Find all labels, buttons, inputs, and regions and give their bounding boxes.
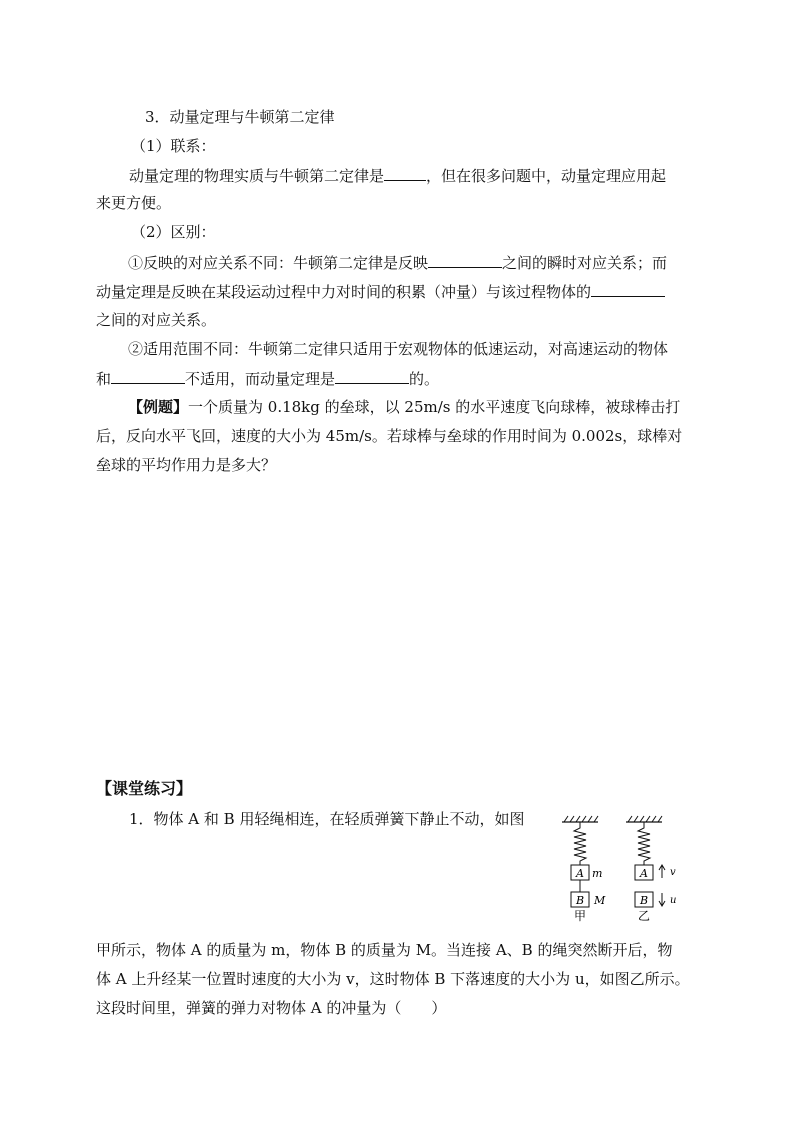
item1-line3: 之间的对应关系。	[96, 311, 217, 329]
fill-blank-1[interactable]	[384, 165, 426, 181]
text: 的。	[409, 370, 440, 388]
spring-block-figure	[552, 812, 702, 922]
example-line3: 垒球的平均作用力是多大？	[96, 456, 277, 474]
text: ①反映的对应关系不同：牛顿第二定律是反映	[128, 254, 429, 272]
caption-yi: 乙	[637, 909, 651, 922]
block-b-label: B	[575, 894, 585, 907]
fill-blank-5[interactable]	[335, 368, 409, 384]
text: 和	[96, 370, 112, 388]
velocity-v-label: v	[670, 867, 676, 878]
block-b-label: B	[639, 894, 649, 907]
question1-line2: 甲所示，物体 A 的质量为 m，物体 B 的质量为 M。当连接 A、B 的绳突然断开后，物	[96, 941, 673, 959]
subheading-difference: （2）区别：	[131, 223, 216, 241]
example-tag: 【例题】	[128, 398, 189, 416]
item1-line2	[96, 281, 665, 302]
block-a-label: A	[576, 867, 584, 880]
subheading-connection: （1）联系：	[131, 137, 216, 155]
text: 动量定理是反映在某段运动过程中力对时间的积累（冲量）与该过程物体的	[96, 283, 592, 301]
text: 之间的瞬时对应关系；而	[502, 254, 668, 272]
text: 动量定理的物理实质与牛顿第二定律是	[129, 167, 385, 185]
spring-right	[638, 822, 650, 865]
ceiling-left	[562, 816, 598, 822]
item1-line1	[128, 252, 667, 273]
caption-jia: 甲	[573, 909, 587, 922]
mass-b-label: M	[594, 894, 606, 907]
paragraph-connection-line2: 来更方便。	[96, 194, 172, 212]
mass-a-label: m	[592, 867, 603, 880]
example-line2: 后，反向水平飞回，速度的大小为 45m/s。若球棒与垒球的作用时间为 0.002s，球棒对	[96, 427, 683, 445]
section-title: 3．动量定理与牛顿第二定律	[145, 108, 335, 126]
question1-line4: 这段时间里，弹簧的弹力对物体 A 的冲量为（ ）	[96, 999, 447, 1017]
text: 一个质量为 0.18kg 的垒球，以 25m/s 的水平速度飞向球棒，被球棒击打	[188, 398, 681, 416]
block-a-label: A	[640, 867, 648, 880]
spring-left	[574, 822, 586, 865]
velocity-u-label: u	[670, 895, 677, 906]
question1-line1: 1．物体 A 和 B 用轻绳相连，在轻质弹簧下静止不动，如图	[129, 810, 525, 828]
ceiling-right	[626, 816, 662, 822]
text: ，但在很多问题中，动量定理应用起	[426, 167, 667, 185]
question1-line3: 体 A 上升经某一位置时速度的大小为 v，这时物体 B 下落速度的大小为 u，如图乙所示。	[96, 970, 690, 988]
fill-blank-3[interactable]	[591, 281, 665, 297]
text: 不适用，而动量定理是	[185, 370, 336, 388]
practice-heading: 【课堂练习】	[96, 779, 193, 798]
fill-blank-2[interactable]	[428, 252, 502, 268]
example-line1	[128, 397, 680, 417]
fill-blank-4[interactable]	[111, 368, 185, 384]
item2-line2	[96, 368, 439, 389]
paragraph-connection-line1	[129, 165, 666, 186]
item2-line1: ②适用范围不同：牛顿第二定律只适用于宏观物体的低速运动，对高速运动的物体	[128, 340, 669, 358]
